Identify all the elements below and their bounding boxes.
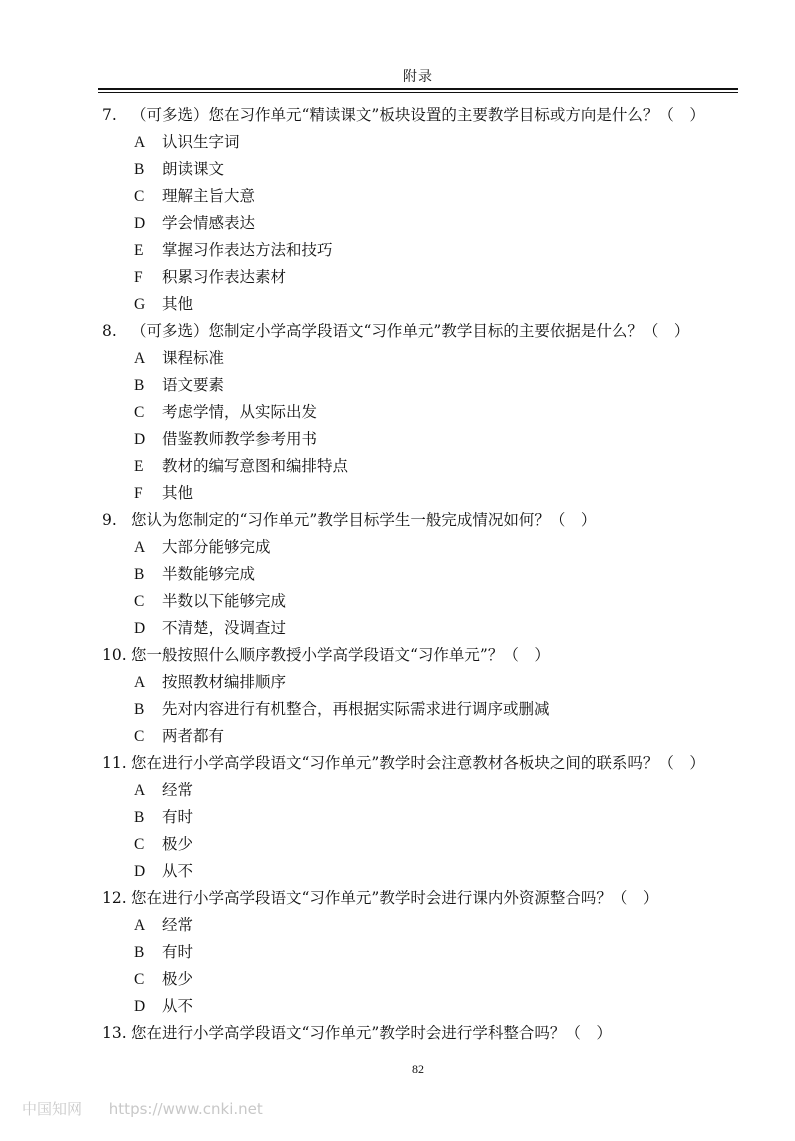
option-letter: A <box>134 134 146 151</box>
option-text: 掌握习作表达方法和技巧 <box>162 241 333 259</box>
option-text: 大部分能够完成 <box>162 538 271 556</box>
option-letter: C <box>134 728 145 745</box>
option-letter: D <box>134 620 146 637</box>
option <box>98 723 738 750</box>
option-letter: E <box>134 242 144 259</box>
option-letter: C <box>134 836 145 853</box>
watermark-url: https://www.cnki.net <box>108 1100 263 1118</box>
question <box>98 1020 738 1047</box>
option-text: 半数以下能够完成 <box>162 592 287 610</box>
option-text: 半数能够完成 <box>162 565 256 583</box>
option-text: 有时 <box>162 943 194 961</box>
option-text: 课程标准 <box>162 349 225 367</box>
option <box>98 777 738 804</box>
option <box>98 264 738 291</box>
option <box>98 129 738 156</box>
option <box>98 210 738 237</box>
question-text: 您在进行小学高学段语文“习作单元”教学时会进行学科整合吗？（ ） <box>131 1024 612 1042</box>
option-text: 积累习作表达素材 <box>162 268 287 286</box>
question-number: 7. <box>102 106 117 124</box>
option-letter: F <box>134 485 143 502</box>
watermark <box>22 1098 263 1119</box>
option <box>98 588 738 615</box>
option-letter: B <box>134 944 145 961</box>
option-text: 有时 <box>162 808 194 826</box>
option <box>98 345 738 372</box>
option <box>98 426 738 453</box>
question <box>98 102 738 129</box>
option-text: 教材的编写意图和编排特点 <box>162 457 349 475</box>
question <box>98 642 738 669</box>
option-letter: D <box>134 863 146 880</box>
option <box>98 372 738 399</box>
option-letter: B <box>134 701 145 718</box>
question-text: 您在进行小学高学段语文“习作单元”教学时会进行课内外资源整合吗？（ ） <box>131 889 659 907</box>
option <box>98 291 738 318</box>
option-letter: C <box>134 188 145 205</box>
question-text: （可多选）您制定小学高学段语文“习作单元”教学目标的主要依据是什么？（ ） <box>131 322 690 340</box>
option-text: 从不 <box>162 862 194 880</box>
option-letter: D <box>134 215 146 232</box>
option-text: 理解主旨大意 <box>162 187 256 205</box>
option-text: 经常 <box>162 916 194 934</box>
option-text: 不清楚，没调查过 <box>162 619 287 637</box>
question-text: 您一般按照什么顺序教授小学高学段语文“习作单元”？（ ） <box>131 646 550 664</box>
option-letter: D <box>134 431 146 448</box>
option-letter: B <box>134 161 145 178</box>
option-text: 考虑学情，从实际出发 <box>162 403 318 421</box>
watermark-brand: 中国知网 <box>22 1100 83 1118</box>
option-text: 经常 <box>162 781 194 799</box>
option-text: 极少 <box>162 970 194 988</box>
question-text: 您在进行小学高学段语文“习作单元”教学时会注意教材各板块之间的联系吗？（ ） <box>131 754 705 772</box>
question <box>98 507 738 534</box>
question-number: 10. <box>102 646 127 664</box>
option-letter: B <box>134 377 145 394</box>
question-number: 11. <box>102 754 127 772</box>
option <box>98 966 738 993</box>
option-text: 朗读课文 <box>162 160 225 178</box>
option <box>98 912 738 939</box>
option <box>98 399 738 426</box>
option-letter: C <box>134 971 145 988</box>
option-text: 极少 <box>162 835 194 853</box>
option-text: 其他 <box>162 295 194 313</box>
page-number: 82 <box>412 1062 424 1076</box>
option-text: 借鉴教师教学参考用书 <box>162 430 318 448</box>
option-text: 语文要素 <box>162 376 225 394</box>
option-letter: A <box>134 674 146 691</box>
option <box>98 480 738 507</box>
option <box>98 183 738 210</box>
option-text: 从不 <box>162 997 194 1015</box>
option <box>98 615 738 642</box>
question-number: 12. <box>102 889 127 907</box>
option <box>98 561 738 588</box>
question-number: 13. <box>102 1024 127 1042</box>
option-text: 按照教材编排顺序 <box>162 673 287 691</box>
header-rule-thin <box>98 92 738 93</box>
questionnaire-body <box>98 102 738 1047</box>
option <box>98 696 738 723</box>
question-text: （可多选）您在习作单元“精读课文”板块设置的主要教学目标或方向是什么？（ ） <box>131 106 705 124</box>
option-text: 其他 <box>162 484 194 502</box>
option-letter: B <box>134 566 145 583</box>
option-text: 认识生字词 <box>162 133 240 151</box>
option <box>98 669 738 696</box>
option <box>98 237 738 264</box>
question <box>98 318 738 345</box>
option <box>98 831 738 858</box>
header-rule <box>98 88 738 90</box>
question <box>98 885 738 912</box>
option-letter: D <box>134 998 146 1015</box>
option <box>98 156 738 183</box>
option-text: 两者都有 <box>162 727 225 745</box>
option <box>98 858 738 885</box>
option-letter: C <box>134 593 145 610</box>
option <box>98 534 738 561</box>
option-letter: A <box>134 782 146 799</box>
option <box>98 804 738 831</box>
page-header: 附录 <box>403 69 433 85</box>
option-letter: F <box>134 269 143 286</box>
option-letter: G <box>134 296 146 313</box>
question-number: 8. <box>102 322 117 340</box>
option-letter: E <box>134 458 144 475</box>
option-letter: A <box>134 539 146 556</box>
option <box>98 939 738 966</box>
question-text: 您认为您制定的“习作单元”教学目标学生一般完成情况如何？（ ） <box>131 511 597 529</box>
option <box>98 993 738 1020</box>
question <box>98 750 738 777</box>
option-letter: A <box>134 917 146 934</box>
question-number: 9. <box>102 511 117 529</box>
option-letter: A <box>134 350 146 367</box>
option-text: 先对内容进行有机整合，再根据实际需求进行调序或删减 <box>162 700 550 718</box>
option <box>98 453 738 480</box>
option-text: 学会情感表达 <box>162 214 256 232</box>
option-letter: C <box>134 404 145 421</box>
option-letter: B <box>134 809 145 826</box>
